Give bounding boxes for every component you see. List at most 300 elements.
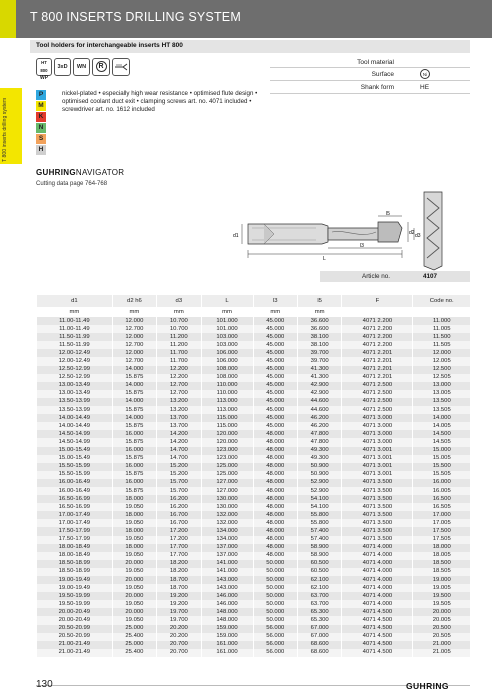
page-number: 130 bbox=[36, 679, 53, 690]
table-cell: 12.50-12.99 bbox=[37, 374, 113, 382]
table-cell: 16.500 bbox=[413, 495, 470, 503]
depth-3xd-icon: 3xD bbox=[54, 58, 71, 76]
table-cell: 141.000 bbox=[201, 568, 253, 576]
table-cell: 15.50-15.99 bbox=[37, 471, 113, 479]
table-cell: 48.000 bbox=[253, 552, 297, 560]
table-cell: 16.505 bbox=[413, 503, 470, 511]
table-cell: 4071 4.000 bbox=[342, 568, 413, 576]
table-cell: 45.000 bbox=[253, 357, 297, 365]
table-cell: 18.005 bbox=[413, 552, 470, 560]
table-cell: 60.500 bbox=[297, 568, 341, 576]
table-cell: 58.900 bbox=[297, 544, 341, 552]
table-cell: 14.700 bbox=[157, 447, 201, 455]
table-cell: 18.000 bbox=[112, 544, 156, 552]
table-cell: 15.500 bbox=[413, 463, 470, 471]
l-dimension-label: L bbox=[323, 256, 326, 262]
table-cell: 14.00-14.49 bbox=[37, 422, 113, 430]
unit-cell bbox=[342, 307, 413, 317]
table-cell: 45.000 bbox=[253, 390, 297, 398]
table-cell: 16.700 bbox=[157, 519, 201, 527]
right-hand-icon: R bbox=[92, 58, 110, 76]
table-cell: 15.000 bbox=[413, 447, 470, 455]
table-row bbox=[37, 487, 471, 495]
table-row bbox=[37, 374, 471, 382]
dimensions-table bbox=[36, 295, 470, 657]
table-row bbox=[37, 382, 471, 390]
table-cell: 13.50-13.99 bbox=[37, 406, 113, 414]
table-cell: 16.000 bbox=[112, 430, 156, 438]
table-row bbox=[37, 463, 471, 471]
table-cell: 50.000 bbox=[253, 568, 297, 576]
table-cell: 48.000 bbox=[253, 430, 297, 438]
article-bar bbox=[320, 271, 470, 282]
table-cell: 14.000 bbox=[112, 366, 156, 374]
table-cell: 134.000 bbox=[201, 527, 253, 535]
table-cell: 16.000 bbox=[413, 479, 470, 487]
table-cell: 62.100 bbox=[297, 576, 341, 584]
table-cell: 4071 3.000 bbox=[342, 414, 413, 422]
table-cell: 13.200 bbox=[157, 406, 201, 414]
table-cell: 49.300 bbox=[297, 447, 341, 455]
table-cell: 17.00-17.49 bbox=[37, 519, 113, 527]
table-cell: 42.900 bbox=[297, 382, 341, 390]
table-cell: 15.875 bbox=[112, 422, 156, 430]
table-cell: 16.00-16.49 bbox=[37, 487, 113, 495]
table-cell: 56.000 bbox=[253, 633, 297, 641]
table-cell: 19.050 bbox=[112, 600, 156, 608]
table-cell: 113.000 bbox=[201, 398, 253, 406]
table-cell: 25.000 bbox=[112, 625, 156, 633]
table-cell: 19.700 bbox=[157, 616, 201, 624]
table-cell: 45.000 bbox=[253, 406, 297, 414]
table-cell: 49.300 bbox=[297, 455, 341, 463]
table-cell: 19.200 bbox=[157, 600, 201, 608]
table-cell: 15.005 bbox=[413, 455, 470, 463]
table-cell: 19.00-19.49 bbox=[37, 576, 113, 584]
table-cell: 13.00-13.49 bbox=[37, 390, 113, 398]
table-cell: 15.200 bbox=[157, 471, 201, 479]
table-cell: 4071 4.500 bbox=[342, 641, 413, 649]
table-cell: 16.000 bbox=[112, 479, 156, 487]
table-cell: 21.000 bbox=[413, 641, 470, 649]
column-header: d3 bbox=[157, 295, 201, 307]
table-cell: 20.200 bbox=[157, 625, 201, 633]
table-cell: 17.200 bbox=[157, 536, 201, 544]
table-cell: 12.700 bbox=[157, 382, 201, 390]
section-title: Tool holders for interchangeable inserts HT 800 bbox=[36, 42, 183, 49]
table-cell: 56.000 bbox=[253, 625, 297, 633]
d2-dimension-label: d2 bbox=[409, 230, 415, 236]
table-cell: 16.000 bbox=[112, 463, 156, 471]
header-accent-stripe bbox=[0, 0, 16, 38]
table-cell: 41.300 bbox=[297, 374, 341, 382]
table-cell: 20.700 bbox=[157, 649, 201, 657]
table-cell: 134.000 bbox=[201, 536, 253, 544]
table-cell: 25.400 bbox=[112, 633, 156, 641]
table-row bbox=[37, 568, 471, 576]
unit-cell: mm bbox=[157, 307, 201, 317]
footer-divider bbox=[36, 685, 470, 686]
table-cell: 12.200 bbox=[157, 366, 201, 374]
table-row bbox=[37, 503, 471, 511]
table-cell: 4071 3.001 bbox=[342, 447, 413, 455]
table-cell: 4071 4.000 bbox=[342, 600, 413, 608]
table-cell: 20.00-20.49 bbox=[37, 608, 113, 616]
table-cell: 4071 4.000 bbox=[342, 576, 413, 584]
table-cell: 4071 2.500 bbox=[342, 390, 413, 398]
table-cell: 45.000 bbox=[253, 422, 297, 430]
table-cell: 14.700 bbox=[157, 455, 201, 463]
table-cell: 4071 4.000 bbox=[342, 552, 413, 560]
table-cell: 14.000 bbox=[112, 414, 156, 422]
iso-n-badge: N bbox=[36, 123, 46, 133]
table-cell: 14.000 bbox=[112, 382, 156, 390]
table-cell: 45.000 bbox=[253, 366, 297, 374]
table-cell: 21.005 bbox=[413, 649, 470, 657]
table-cell: 14.00-14.49 bbox=[37, 414, 113, 422]
table-cell: 50.000 bbox=[253, 560, 297, 568]
navigator-logo: GUHRINGNAVIGATOR bbox=[36, 168, 125, 177]
wp-symbol-icon: HT 800 WP bbox=[36, 58, 52, 76]
table-cell: 120.000 bbox=[201, 438, 253, 446]
table-cell: 110.000 bbox=[201, 390, 253, 398]
table-cell: 132.000 bbox=[201, 511, 253, 519]
table-cell: 48.000 bbox=[253, 536, 297, 544]
unit-cell: mm bbox=[297, 307, 341, 317]
table-cell: 20.000 bbox=[112, 560, 156, 568]
table-cell: 4071 4.500 bbox=[342, 616, 413, 624]
spec-divider bbox=[270, 80, 470, 81]
table-cell: 13.500 bbox=[413, 398, 470, 406]
table-cell: 120.000 bbox=[201, 430, 253, 438]
table-row bbox=[37, 349, 471, 357]
table-row bbox=[37, 592, 471, 600]
d1-dimension-label: d1 bbox=[233, 233, 239, 239]
table-row bbox=[37, 576, 471, 584]
table-cell: 4071 3.001 bbox=[342, 471, 413, 479]
iso-k-badge: K bbox=[36, 112, 46, 122]
column-header: d1 bbox=[37, 295, 113, 307]
table-cell: 159.000 bbox=[201, 633, 253, 641]
table-row bbox=[37, 341, 471, 349]
table-header-row bbox=[37, 295, 471, 307]
table-cell: 14.005 bbox=[413, 422, 470, 430]
column-header: F bbox=[342, 295, 413, 307]
article-label: Article no. bbox=[362, 273, 390, 280]
table-cell: 148.000 bbox=[201, 608, 253, 616]
table-row bbox=[37, 414, 471, 422]
table-cell: 67.000 bbox=[297, 625, 341, 633]
table-cell: 4071 3.500 bbox=[342, 511, 413, 519]
table-cell: 146.000 bbox=[201, 600, 253, 608]
table-cell: 11.50-11.99 bbox=[37, 341, 113, 349]
table-cell: 18.000 bbox=[112, 511, 156, 519]
surface-value bbox=[420, 69, 430, 79]
table-cell: 19.50-19.99 bbox=[37, 600, 113, 608]
iso-m-badge: M bbox=[36, 101, 46, 111]
table-row bbox=[37, 536, 471, 544]
drill-technical-drawing bbox=[228, 188, 490, 272]
table-cell: 11.00-11.49 bbox=[37, 325, 113, 333]
table-cell: 65.300 bbox=[297, 616, 341, 624]
table-cell: 11.505 bbox=[413, 341, 470, 349]
table-cell: 115.000 bbox=[201, 422, 253, 430]
table-row bbox=[37, 649, 471, 657]
table-row bbox=[37, 633, 471, 641]
table-cell: 56.000 bbox=[253, 641, 297, 649]
table-cell: 137.000 bbox=[201, 544, 253, 552]
table-cell: 11.200 bbox=[157, 341, 201, 349]
table-cell: 19.00-19.49 bbox=[37, 584, 113, 592]
table-cell: 63.700 bbox=[297, 600, 341, 608]
side-tab-label: T 800 inserts drilling system bbox=[2, 97, 8, 162]
table-cell: 4071 3.000 bbox=[342, 430, 413, 438]
table-cell: 63.700 bbox=[297, 592, 341, 600]
table-cell: 14.505 bbox=[413, 438, 470, 446]
table-cell: 4071 4.000 bbox=[342, 592, 413, 600]
table-cell: 12.700 bbox=[112, 325, 156, 333]
table-cell: 15.875 bbox=[112, 471, 156, 479]
product-description: nickel-plated • especially high wear resistance • optimised flute design • optimised coolant duct exit • clamping screws art. no. 4071 included • screwdriver art. no. 1612 included bbox=[62, 90, 258, 114]
table-cell: 18.00-18.49 bbox=[37, 552, 113, 560]
table-cell: 15.700 bbox=[157, 487, 201, 495]
table-cell: 17.505 bbox=[413, 536, 470, 544]
table-cell: 17.50-17.99 bbox=[37, 527, 113, 535]
table-cell: 15.505 bbox=[413, 471, 470, 479]
table-cell: 4071 3.500 bbox=[342, 536, 413, 544]
table-cell: 25.000 bbox=[112, 641, 156, 649]
table-cell: 18.505 bbox=[413, 568, 470, 576]
table-cell: 14.50-14.99 bbox=[37, 430, 113, 438]
table-cell: 48.000 bbox=[253, 455, 297, 463]
table-row bbox=[37, 455, 471, 463]
table-cell: 11.000 bbox=[413, 317, 470, 325]
table-cell: 4071 3.001 bbox=[342, 455, 413, 463]
table-cell: 17.700 bbox=[157, 552, 201, 560]
table-cell: 55.800 bbox=[297, 519, 341, 527]
table-row bbox=[37, 552, 471, 560]
table-cell: 19.050 bbox=[112, 519, 156, 527]
table-row bbox=[37, 625, 471, 633]
table-cell: 48.000 bbox=[253, 487, 297, 495]
table-cell: 106.000 bbox=[201, 357, 253, 365]
table-row bbox=[37, 511, 471, 519]
unit-cell: mm bbox=[112, 307, 156, 317]
table-cell: 13.700 bbox=[157, 414, 201, 422]
table-cell: 15.00-15.49 bbox=[37, 447, 113, 455]
table-cell: 113.000 bbox=[201, 406, 253, 414]
table-cell: 16.000 bbox=[112, 447, 156, 455]
table-cell: 20.50-20.99 bbox=[37, 625, 113, 633]
table-cell: 14.200 bbox=[157, 438, 201, 446]
unit-cell: mm bbox=[201, 307, 253, 317]
table-cell: 48.000 bbox=[253, 463, 297, 471]
table-cell: 16.700 bbox=[157, 511, 201, 519]
table-cell: 48.000 bbox=[253, 438, 297, 446]
table-cell: 19.050 bbox=[112, 536, 156, 544]
table-cell: 4071 3.500 bbox=[342, 495, 413, 503]
table-cell: 20.00-20.49 bbox=[37, 616, 113, 624]
table-cell: 4071 3.500 bbox=[342, 479, 413, 487]
table-row bbox=[37, 438, 471, 446]
shank-form-label: Shank form bbox=[360, 84, 394, 91]
table-row bbox=[37, 495, 471, 503]
table-cell: 48.000 bbox=[253, 544, 297, 552]
table-cell: 125.000 bbox=[201, 463, 253, 471]
table-cell: 48.000 bbox=[253, 503, 297, 511]
table-cell: 18.000 bbox=[112, 495, 156, 503]
table-cell: 20.005 bbox=[413, 616, 470, 624]
table-cell: 11.00-11.49 bbox=[37, 317, 113, 325]
table-cell: 36.600 bbox=[297, 317, 341, 325]
table-cell: 45.000 bbox=[253, 333, 297, 341]
table-cell: 57.400 bbox=[297, 536, 341, 544]
table-cell: 50.000 bbox=[253, 608, 297, 616]
table-cell: 127.000 bbox=[201, 487, 253, 495]
table-cell: 60.500 bbox=[297, 560, 341, 568]
table-cell: 17.500 bbox=[413, 527, 470, 535]
table-cell: 18.000 bbox=[413, 544, 470, 552]
table-cell: 20.50-20.99 bbox=[37, 633, 113, 641]
table-cell: 4071 4.000 bbox=[342, 544, 413, 552]
table-cell: 48.000 bbox=[253, 479, 297, 487]
table-cell: 12.200 bbox=[157, 374, 201, 382]
table-cell: 20.500 bbox=[413, 625, 470, 633]
table-cell: 4071 2.200 bbox=[342, 325, 413, 333]
table-cell: 12.00-12.49 bbox=[37, 357, 113, 365]
table-cell: 20.505 bbox=[413, 633, 470, 641]
table-cell: 15.50-15.99 bbox=[37, 463, 113, 471]
table-row bbox=[37, 333, 471, 341]
table-cell: 123.000 bbox=[201, 455, 253, 463]
table-cell: 14.000 bbox=[413, 414, 470, 422]
table-cell: 16.005 bbox=[413, 487, 470, 495]
table-cell: 57.400 bbox=[297, 527, 341, 535]
table-cell: 108.000 bbox=[201, 374, 253, 382]
table-cell: 4071 2.200 bbox=[342, 341, 413, 349]
table-cell: 4071 2.200 bbox=[342, 333, 413, 341]
table-cell: 12.500 bbox=[413, 366, 470, 374]
table-cell: 20.700 bbox=[157, 641, 201, 649]
table-cell: 141.000 bbox=[201, 560, 253, 568]
table-cell: 39.700 bbox=[297, 349, 341, 357]
table-cell: 130.000 bbox=[201, 495, 253, 503]
l3-dimension-label: l3 bbox=[360, 243, 364, 249]
table-cell: 44.600 bbox=[297, 406, 341, 414]
table-cell: 54.100 bbox=[297, 495, 341, 503]
table-cell: 45.000 bbox=[253, 414, 297, 422]
article-number: 4107 bbox=[423, 273, 438, 280]
table-cell: 12.000 bbox=[112, 349, 156, 357]
table-cell: 4071 2.500 bbox=[342, 398, 413, 406]
table-cell: 108.000 bbox=[201, 366, 253, 374]
column-header: L bbox=[201, 295, 253, 307]
table-cell: 21.00-21.49 bbox=[37, 641, 113, 649]
table-cell: 18.50-18.99 bbox=[37, 568, 113, 576]
table-row bbox=[37, 317, 471, 325]
d3-dimension-label: d3 bbox=[415, 233, 421, 239]
table-cell: 39.700 bbox=[297, 357, 341, 365]
table-cell: 50.000 bbox=[253, 616, 297, 624]
table-cell: 4071 2.201 bbox=[342, 374, 413, 382]
table-cell: 13.200 bbox=[157, 398, 201, 406]
table-cell: 12.000 bbox=[112, 333, 156, 341]
column-header: l3 bbox=[253, 295, 297, 307]
table-cell: 4071 3.500 bbox=[342, 527, 413, 535]
table-cell: 15.875 bbox=[112, 390, 156, 398]
table-row bbox=[37, 325, 471, 333]
table-cell: 36.600 bbox=[297, 325, 341, 333]
table-cell: 19.050 bbox=[112, 503, 156, 511]
table-cell: 4071 2.201 bbox=[342, 357, 413, 365]
table-cell: 4071 3.000 bbox=[342, 422, 413, 430]
table-cell: 18.700 bbox=[157, 576, 201, 584]
column-header: l5 bbox=[297, 295, 341, 307]
table-row bbox=[37, 390, 471, 398]
table-cell: 115.000 bbox=[201, 414, 253, 422]
table-cell: 4071 4.500 bbox=[342, 633, 413, 641]
table-cell: 161.000 bbox=[201, 649, 253, 657]
table-cell: 103.000 bbox=[201, 333, 253, 341]
table-cell: 137.000 bbox=[201, 552, 253, 560]
table-cell: 46.200 bbox=[297, 422, 341, 430]
table-row bbox=[37, 641, 471, 649]
table-cell: 14.500 bbox=[413, 430, 470, 438]
table-cell: 132.000 bbox=[201, 519, 253, 527]
shank-form-value: HE bbox=[420, 84, 430, 91]
table-cell: 47.800 bbox=[297, 430, 341, 438]
table-cell: 19.50-19.99 bbox=[37, 592, 113, 600]
table-row bbox=[37, 608, 471, 616]
table-cell: 19.050 bbox=[112, 616, 156, 624]
table-row bbox=[37, 519, 471, 527]
table-cell: 17.700 bbox=[157, 544, 201, 552]
table-row bbox=[37, 406, 471, 414]
table-cell: 20.000 bbox=[112, 576, 156, 584]
table-cell: 4071 2.500 bbox=[342, 382, 413, 390]
table-cell: 13.00-13.49 bbox=[37, 382, 113, 390]
table-cell: 10.700 bbox=[157, 317, 201, 325]
table-cell: 10.700 bbox=[157, 325, 201, 333]
table-cell: 130.000 bbox=[201, 503, 253, 511]
table-cell: 41.300 bbox=[297, 366, 341, 374]
table-cell: 38.100 bbox=[297, 341, 341, 349]
table-cell: 14.200 bbox=[157, 430, 201, 438]
table-cell: 13.50-13.99 bbox=[37, 398, 113, 406]
unit-cell: mm bbox=[253, 307, 297, 317]
l5-dimension-label: l5 bbox=[386, 211, 390, 217]
table-cell: 18.00-18.49 bbox=[37, 544, 113, 552]
table-cell: 45.000 bbox=[253, 349, 297, 357]
table-cell: 19.050 bbox=[112, 584, 156, 592]
table-cell: 19.050 bbox=[112, 568, 156, 576]
table-cell: 12.000 bbox=[112, 317, 156, 325]
table-cell: 11.200 bbox=[157, 333, 201, 341]
iso-s-badge: S bbox=[36, 134, 46, 144]
table-cell: 4071 3.000 bbox=[342, 438, 413, 446]
table-cell: 12.700 bbox=[157, 390, 201, 398]
table-row bbox=[37, 527, 471, 535]
iso-h-badge: H bbox=[36, 145, 46, 155]
tool-material-label: Tool material bbox=[357, 59, 394, 66]
table-cell: 13.005 bbox=[413, 390, 470, 398]
table-cell: 16.200 bbox=[157, 495, 201, 503]
table-cell: 15.875 bbox=[112, 455, 156, 463]
table-cell: 19.500 bbox=[413, 592, 470, 600]
table-cell: 20.000 bbox=[112, 592, 156, 600]
table-cell: 16.200 bbox=[157, 503, 201, 511]
table-cell: 11.700 bbox=[157, 357, 201, 365]
